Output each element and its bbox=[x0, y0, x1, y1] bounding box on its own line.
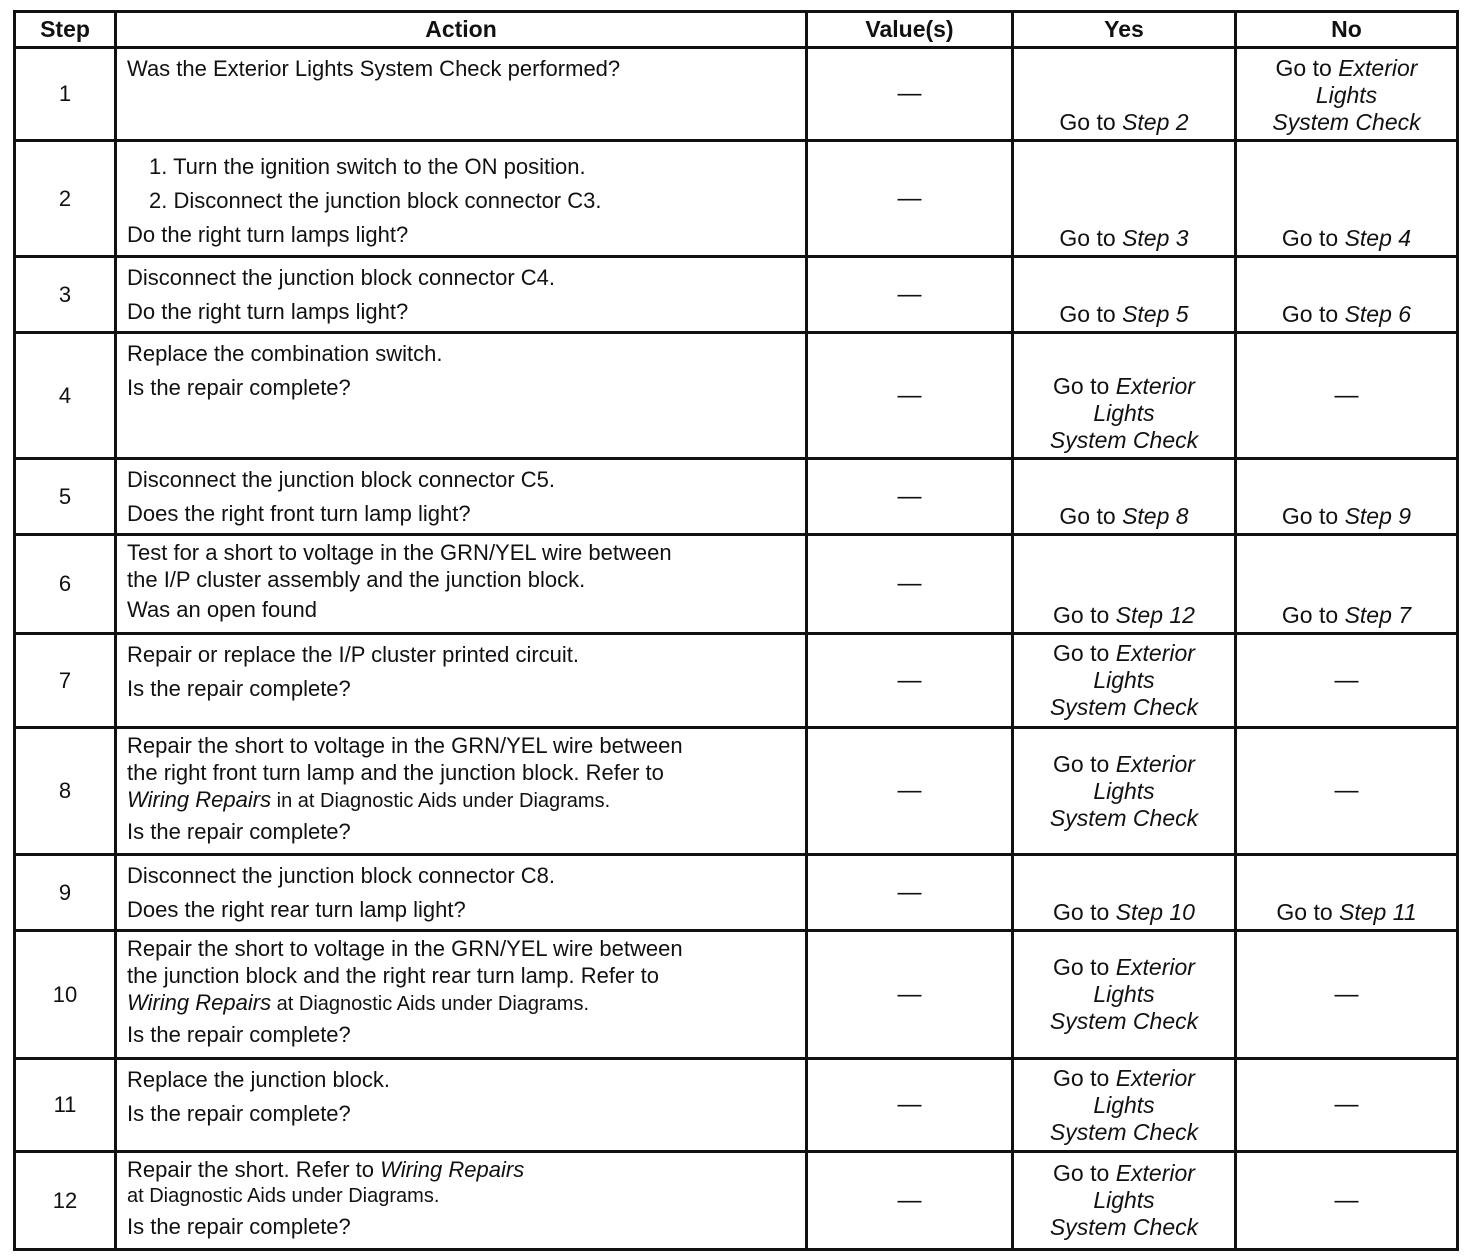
go-to-label: Go to bbox=[1275, 55, 1332, 81]
no-cell: — bbox=[1236, 634, 1458, 728]
action-question: Do the right turn lamps light? bbox=[127, 299, 409, 324]
yes-target: Exterior bbox=[1115, 640, 1195, 666]
step-number: 2 bbox=[15, 141, 116, 257]
action-question: Does the right front turn lamp light? bbox=[127, 501, 471, 526]
step-number: 11 bbox=[15, 1059, 116, 1152]
action-question: Does the right rear turn lamp light? bbox=[127, 897, 466, 922]
go-to-label: Go to bbox=[1053, 373, 1110, 399]
action-text: Repair the short. Refer to bbox=[127, 1157, 381, 1182]
table-row bbox=[15, 931, 1458, 1059]
yes-target-system-check: System Check bbox=[1049, 694, 1199, 720]
yes-target: Step 8 bbox=[1122, 503, 1189, 529]
action-cell bbox=[116, 1059, 807, 1152]
step-number: 1 bbox=[15, 48, 116, 141]
action-text: the junction block and the right rear turn lamp. Refer to bbox=[127, 963, 659, 988]
table-row bbox=[15, 459, 1458, 535]
header-no: No bbox=[1236, 12, 1458, 48]
yes-cell bbox=[1013, 535, 1236, 634]
yes-cell bbox=[1013, 931, 1236, 1059]
no-cell bbox=[1236, 141, 1458, 257]
go-to-label: Go to bbox=[1053, 899, 1110, 925]
yes-target: Exterior bbox=[1115, 373, 1195, 399]
yes-cell bbox=[1013, 333, 1236, 459]
action-cell bbox=[116, 333, 807, 459]
step-number: 10 bbox=[15, 931, 116, 1059]
reference-link: Wiring Repairs bbox=[127, 990, 272, 1015]
yes-target-lights: Lights bbox=[1093, 981, 1155, 1007]
action-question: Is the repair complete? bbox=[127, 819, 351, 844]
no-target-system-check: System Check bbox=[1272, 109, 1421, 135]
yes-target: Exterior bbox=[1115, 1064, 1195, 1091]
action-text: the I/P cluster assembly and the junction block. bbox=[127, 567, 586, 592]
action-question: Was an open found bbox=[127, 597, 317, 622]
action-text: Repair the short to voltage in the GRN/YEL wire between bbox=[127, 936, 683, 961]
table-row bbox=[15, 333, 1458, 459]
yes-cell bbox=[1013, 634, 1236, 728]
action-text: Disconnect the junction block connector C5. bbox=[127, 467, 556, 492]
yes-target: Exterior bbox=[1115, 954, 1195, 980]
no-cell bbox=[1236, 459, 1458, 535]
yes-cell bbox=[1013, 257, 1236, 333]
action-cell bbox=[116, 634, 807, 728]
table-row bbox=[15, 634, 1458, 728]
table-row bbox=[15, 535, 1458, 634]
no-target: Step 6 bbox=[1344, 301, 1412, 327]
go-to-label: Go to bbox=[1053, 602, 1110, 628]
yes-target: Step 2 bbox=[1122, 109, 1189, 135]
value-cell: — bbox=[807, 931, 1013, 1059]
action-reference bbox=[127, 786, 797, 815]
no-cell bbox=[1236, 535, 1458, 634]
header-action: Action bbox=[116, 12, 807, 48]
go-to-label: Go to bbox=[1059, 503, 1116, 529]
action-text: Replace the junction block. bbox=[127, 1067, 390, 1092]
go-to-label: Go to bbox=[1053, 1064, 1110, 1091]
step-number: 12 bbox=[15, 1152, 116, 1250]
yes-target-lights: Lights bbox=[1093, 777, 1155, 804]
step-number: 7 bbox=[15, 634, 116, 728]
yes-target-system-check: System Check bbox=[1049, 1214, 1199, 1240]
action-text: Repair the short to voltage in the GRN/YEL wire between bbox=[127, 733, 683, 758]
go-to-label: Go to bbox=[1276, 899, 1333, 925]
yes-cell bbox=[1013, 728, 1236, 855]
yes-target: Step 5 bbox=[1122, 301, 1189, 327]
action-text: at Diagnostic Aids under Diagrams. bbox=[127, 1185, 440, 1207]
no-target: Step 4 bbox=[1344, 225, 1412, 251]
yes-cell bbox=[1013, 1059, 1236, 1152]
value-cell: — bbox=[807, 1152, 1013, 1250]
go-to-label: Go to bbox=[1281, 301, 1339, 327]
yes-target: Step 12 bbox=[1115, 602, 1195, 628]
step-number: 9 bbox=[15, 855, 116, 931]
yes-target-system-check: System Check bbox=[1049, 1008, 1199, 1034]
action-text: the right front turn lamp and the junction block. Refer to bbox=[127, 760, 664, 785]
action-question: Is the repair complete? bbox=[127, 375, 351, 400]
action-question: Is the repair complete? bbox=[127, 1022, 351, 1047]
yes-target: Exterior bbox=[1115, 1160, 1195, 1186]
no-cell bbox=[1236, 257, 1458, 333]
yes-cell bbox=[1013, 48, 1236, 141]
value-cell: — bbox=[807, 855, 1013, 931]
table-row bbox=[15, 257, 1458, 333]
step-number: 8 bbox=[15, 728, 116, 855]
action-question: Do the right turn lamps light? bbox=[127, 222, 409, 247]
value-cell: — bbox=[807, 535, 1013, 634]
table-row bbox=[15, 48, 1458, 141]
action-text: Replace the combination switch. bbox=[127, 341, 443, 366]
yes-cell bbox=[1013, 1152, 1236, 1250]
value-cell: — bbox=[807, 257, 1013, 333]
value-cell: — bbox=[807, 333, 1013, 459]
action-text: Repair or replace the I/P cluster printed circuit. bbox=[127, 642, 580, 667]
no-cell bbox=[1236, 48, 1458, 141]
value-cell: — bbox=[807, 141, 1013, 257]
action-cell bbox=[116, 535, 807, 634]
step-number: 6 bbox=[15, 535, 116, 634]
table-row bbox=[15, 728, 1458, 855]
action-cell bbox=[116, 257, 807, 333]
yes-target: Exterior bbox=[1115, 750, 1195, 777]
action-cell bbox=[116, 141, 807, 257]
yes-target-lights: Lights bbox=[1093, 400, 1155, 426]
header-step: Step bbox=[15, 12, 116, 48]
no-target: Step 11 bbox=[1339, 899, 1417, 925]
action-text: Test for a short to voltage in the GRN/YEL wire between bbox=[127, 540, 672, 565]
yes-cell bbox=[1013, 141, 1236, 257]
step-number: 5 bbox=[15, 459, 116, 535]
reference-text: at Diagnostic Aids under Diagrams. bbox=[271, 993, 590, 1015]
yes-target: Step 3 bbox=[1122, 225, 1189, 251]
action-reference bbox=[127, 1156, 797, 1183]
go-to-label: Go to bbox=[1281, 503, 1339, 529]
action-question: Is the repair complete? bbox=[127, 1214, 351, 1239]
yes-target-system-check: System Check bbox=[1049, 804, 1199, 831]
value-cell: — bbox=[807, 634, 1013, 728]
header-row bbox=[15, 12, 1458, 48]
value-cell: — bbox=[807, 728, 1013, 855]
value-cell: — bbox=[807, 459, 1013, 535]
table-row bbox=[15, 1152, 1458, 1250]
header-yes: Yes bbox=[1013, 12, 1236, 48]
action-question: Is the repair complete? bbox=[127, 1101, 351, 1126]
no-target-lights: Lights bbox=[1315, 82, 1378, 108]
action-text: Was the Exterior Lights System Check performed? bbox=[127, 56, 621, 81]
no-target: Step 7 bbox=[1344, 602, 1412, 628]
action-item: 1. Turn the ignition switch to the ON position. bbox=[149, 154, 586, 179]
yes-target-system-check: System Check bbox=[1049, 1118, 1199, 1145]
go-to-label: Go to bbox=[1281, 602, 1339, 628]
no-cell: — bbox=[1236, 333, 1458, 459]
no-cell: — bbox=[1236, 728, 1458, 855]
no-cell: — bbox=[1236, 1059, 1458, 1152]
go-to-label: Go to bbox=[1281, 225, 1339, 251]
no-cell: — bbox=[1236, 1152, 1458, 1250]
go-to-label: Go to bbox=[1053, 750, 1110, 777]
yes-target-lights: Lights bbox=[1093, 667, 1155, 693]
action-cell bbox=[116, 48, 807, 141]
go-to-label: Go to bbox=[1053, 640, 1110, 666]
yes-target: Step 10 bbox=[1115, 899, 1195, 925]
action-item: 2. Disconnect the junction block connector C3. bbox=[149, 188, 602, 213]
yes-target-lights: Lights bbox=[1093, 1187, 1155, 1213]
action-cell bbox=[116, 459, 807, 535]
step-number: 3 bbox=[15, 257, 116, 333]
action-question: Is the repair complete? bbox=[127, 676, 351, 701]
no-cell bbox=[1236, 855, 1458, 931]
action-reference bbox=[127, 989, 797, 1018]
reference-link: Wiring Repairs bbox=[380, 1157, 525, 1182]
table-row bbox=[15, 855, 1458, 931]
step-number: 4 bbox=[15, 333, 116, 459]
action-cell bbox=[116, 728, 807, 855]
action-cell bbox=[116, 931, 807, 1059]
action-text: Disconnect the junction block connector C4. bbox=[127, 265, 556, 290]
reference-link: Wiring Repairs bbox=[127, 787, 272, 812]
table-row bbox=[15, 1059, 1458, 1152]
value-cell: — bbox=[807, 48, 1013, 141]
go-to-label: Go to bbox=[1059, 225, 1116, 251]
go-to-label: Go to bbox=[1059, 109, 1116, 135]
no-target: Step 9 bbox=[1344, 503, 1412, 529]
header-values: Value(s) bbox=[807, 12, 1013, 48]
reference-text: in at Diagnostic Aids under Diagrams. bbox=[271, 790, 611, 812]
go-to-label: Go to bbox=[1053, 954, 1110, 980]
value-cell: — bbox=[807, 1059, 1013, 1152]
yes-target-system-check: System Check bbox=[1049, 427, 1199, 453]
action-cell bbox=[116, 1152, 807, 1250]
diagnostic-table bbox=[13, 10, 1459, 1251]
no-target: Exterior bbox=[1338, 55, 1418, 81]
diagnostic-table-container bbox=[13, 10, 1459, 1251]
yes-cell bbox=[1013, 855, 1236, 931]
yes-target-lights: Lights bbox=[1093, 1091, 1155, 1118]
action-text: Disconnect the junction block connector C8. bbox=[127, 863, 556, 888]
no-cell: — bbox=[1236, 931, 1458, 1059]
go-to-label: Go to bbox=[1059, 301, 1116, 327]
yes-cell bbox=[1013, 459, 1236, 535]
go-to-label: Go to bbox=[1053, 1160, 1110, 1186]
table-row bbox=[15, 141, 1458, 257]
action-cell bbox=[116, 855, 807, 931]
